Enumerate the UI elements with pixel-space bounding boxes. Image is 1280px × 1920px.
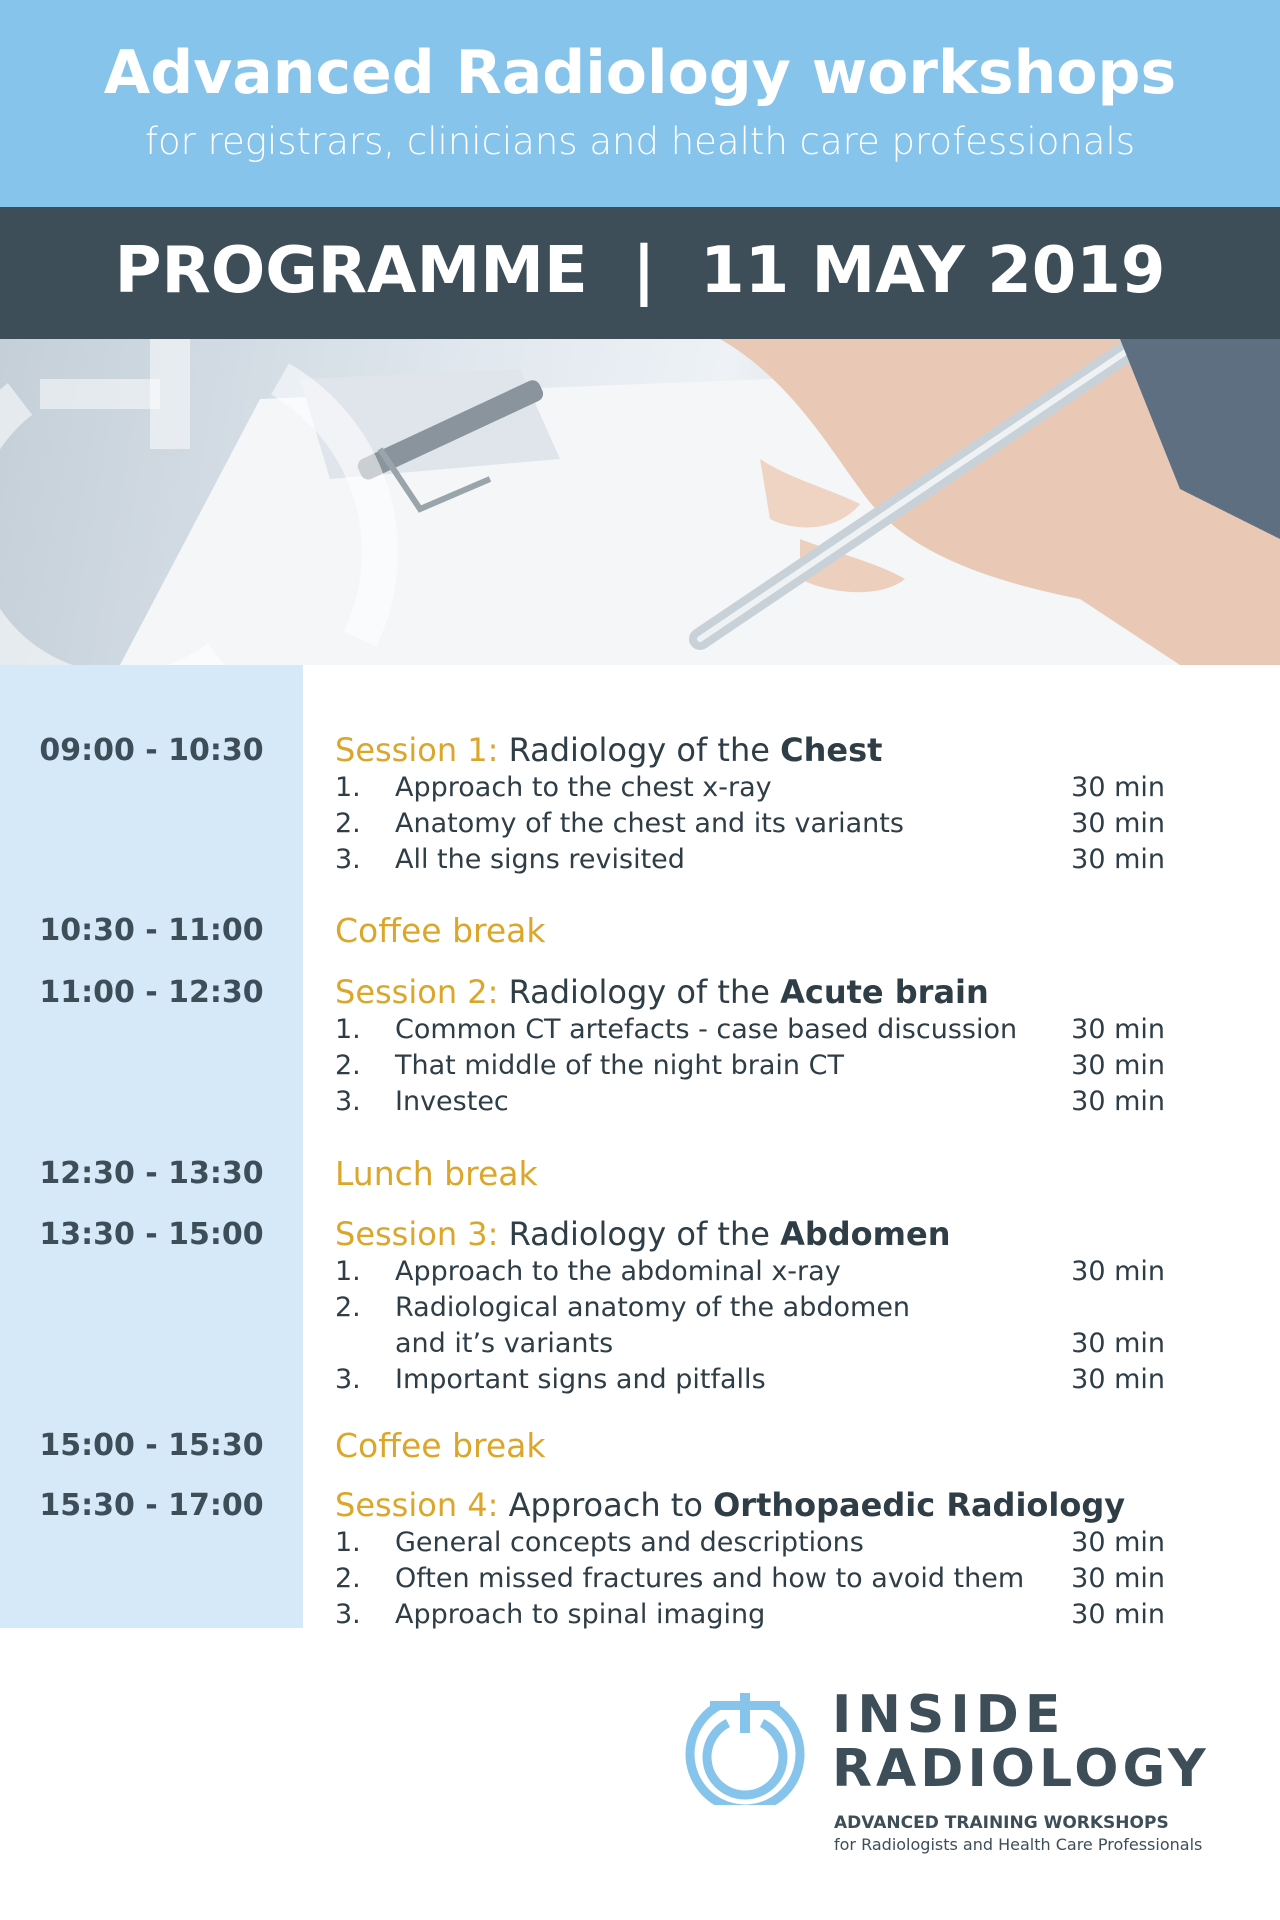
session-4-title-text: Approach to [508,1486,714,1524]
session-4-title [335,1486,1125,1524]
item-duration: 30 min [1071,1364,1165,1395]
list-item [335,772,1165,808]
logo-tagline: ADVANCED TRAINING WORKSHOPS [834,1813,1169,1833]
item-number: 1. [335,772,361,803]
session-1-title [335,731,882,769]
item-duration: 30 min [1071,1256,1165,1287]
item-duration: 30 min [1071,1086,1165,1117]
session-4-highlight: Orthopaedic Radiology [713,1486,1126,1524]
list-item [335,1527,1165,1563]
item-duration: 30 min [1071,772,1165,803]
item-text: General concepts and descriptions [395,1527,864,1558]
session-2-highlight: Acute brain [780,973,989,1011]
item-duration: 30 min [1071,1563,1165,1594]
item-number: 2. [335,1292,361,1323]
radiology-logo-icon [680,1693,810,1805]
item-text: Approach to the chest x-ray [395,772,772,803]
session-2-title [335,973,989,1011]
session-1-highlight: Chest [780,731,883,769]
programme-date: PROGRAMME | 11 MAY 2019 [114,234,1166,308]
session-3-highlight: Abdomen [780,1215,951,1253]
list-item [335,844,1165,880]
item-text: Important signs and pitfalls [395,1364,766,1395]
programme-banner [0,207,1280,339]
item-number: 3. [335,1086,361,1117]
list-item [335,1364,1165,1400]
item-duration: 30 min [1071,1599,1165,1630]
break-2-time: 12:30 - 13:30 [39,1156,264,1191]
item-number: 3. [335,1364,361,1395]
list-item [335,808,1165,844]
session-4-prefix: Session 4: [335,1486,499,1524]
break-1-label: Coffee break [335,911,546,950]
list-item [335,1050,1165,1086]
item-duration: 30 min [1071,1050,1165,1081]
session-3-prefix: Session 3: [335,1215,499,1253]
page-title: Advanced Radiology workshops [103,38,1177,108]
item-duration: 30 min [1071,844,1165,875]
session-2-title-text: Radiology of the [508,973,781,1011]
header [0,0,1280,207]
item-duration: 30 min [1071,1527,1165,1558]
item-text-continued: and it’s variants [395,1328,614,1359]
item-number: 2. [335,1563,361,1594]
break-3-time: 15:00 - 15:30 [39,1428,264,1463]
item-number: 1. [335,1527,361,1558]
session-4-time: 15:30 - 17:00 [39,1488,264,1523]
break-1-time: 10:30 - 11:00 [39,913,264,948]
list-item [335,1599,1165,1635]
time-column [0,665,303,1628]
item-number: 2. [335,808,361,839]
hero-photo [0,339,1280,665]
item-number: 1. [335,1014,361,1045]
item-text: Often missed fractures and how to avoid them [395,1563,1025,1594]
break-2-label: Lunch break [335,1154,538,1193]
item-text: Anatomy of the chest and its variants [395,808,904,839]
logo-word-inside: INSIDE [832,1685,1067,1745]
item-text: That middle of the night brain CT [395,1050,844,1081]
item-number: 1. [335,1256,361,1287]
session-2-time: 11:00 - 12:30 [39,975,264,1010]
logo-subtagline: for Radiologists and Health Care Professionals [834,1835,1203,1854]
item-number: 3. [335,844,361,875]
item-duration: 30 min [1071,808,1165,839]
item-text: All the signs revisited [395,844,685,875]
session-3-title-text: Radiology of the [508,1215,781,1253]
logo-word-radiology: RADIOLOGY [832,1739,1210,1799]
writing-hand-illustration [0,339,1280,665]
list-item [335,1086,1165,1122]
list-item [335,1014,1165,1050]
session-1-title-text: Radiology of the [508,731,781,769]
item-text: Approach to the abdominal x-ray [395,1256,841,1287]
item-number: 3. [335,1599,361,1630]
session-3-time: 13:30 - 15:00 [39,1217,264,1252]
item-number: 2. [335,1050,361,1081]
item-text: Common CT artefacts - case based discussion [395,1014,1018,1045]
break-3-label: Coffee break [335,1426,546,1465]
item-text: Approach to spinal imaging [395,1599,766,1630]
list-item [335,1292,1165,1364]
session-1-prefix: Session 1: [335,731,499,769]
item-text: Investec [395,1086,509,1117]
page-subtitle: for registrars, clinicians and health care professionals [144,120,1136,163]
session-1-time: 09:00 - 10:30 [39,733,264,768]
item-duration: 30 min [1071,1014,1165,1045]
session-3-title [335,1215,950,1253]
inside-radiology-logo [680,1685,1240,1865]
item-duration: 30 min [1071,1328,1165,1359]
session-2-prefix: Session 2: [335,973,499,1011]
item-text: Radiological anatomy of the abdomen [395,1292,911,1323]
list-item [335,1563,1165,1599]
list-item [335,1256,1165,1292]
